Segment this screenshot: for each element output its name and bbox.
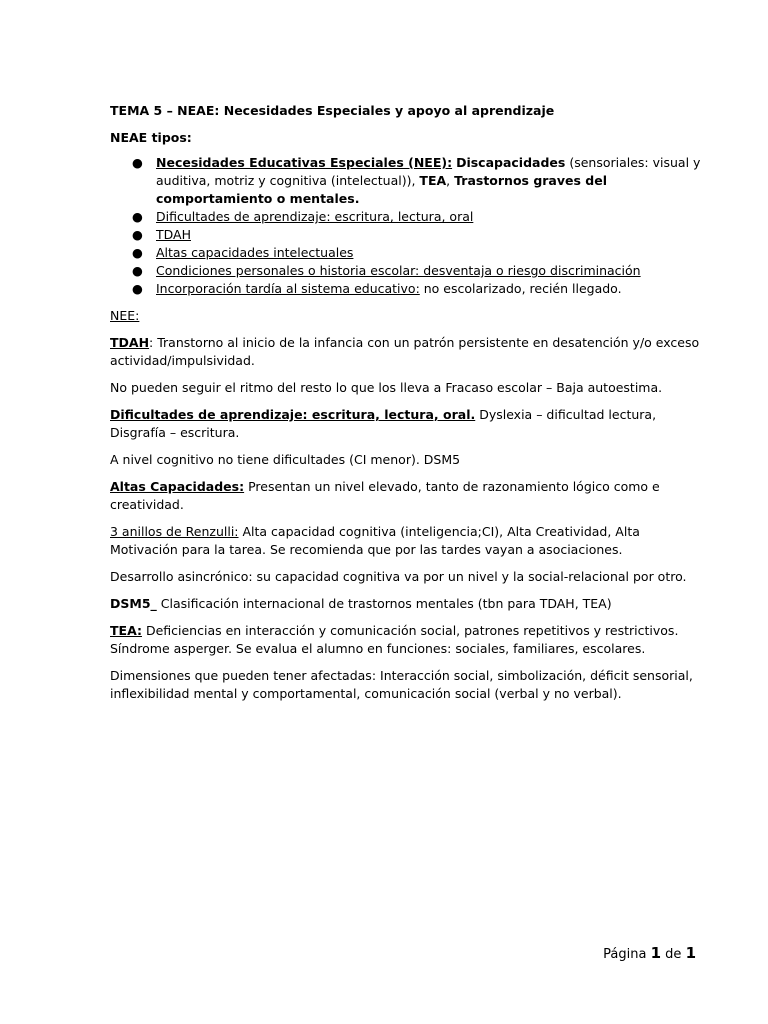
- document-body: [110, 102, 710, 712]
- footer-current-page: 1: [650, 944, 662, 962]
- neae-types-list: [110, 154, 710, 298]
- renzulli-paragraph: [110, 523, 710, 559]
- dificultades-text: Dyslexia – dificultad lectura, Disgrafía – escritura.: [110, 407, 657, 440]
- page-number-footer: [603, 944, 696, 964]
- altas-text: Presentan un nivel elevado, tanto de razonamiento lógico como e creatividad.: [110, 479, 660, 512]
- tdah-label: TDAH: [110, 335, 150, 350]
- list-item-bold: Trastornos graves del comportamiento o mentales.: [156, 173, 607, 206]
- asincronico-paragraph: Desarrollo asincrónico: su capacidad cognitiva va por un nivel y la social-relacional por otro.: [110, 569, 687, 584]
- list-item: [110, 226, 710, 244]
- renzulli-label: 3 anillos de Renzulli:: [110, 524, 239, 539]
- bullet-icon: ●: [132, 227, 143, 242]
- list-item-text: no escolarizado, recién llegado.: [419, 281, 622, 296]
- document-title: TEMA 5 – NEAE: Necesidades Especiales y apoyo al aprendizaje: [110, 103, 555, 118]
- list-item-label: Altas capacidades intelectuales: [156, 245, 354, 260]
- list-item-label: Condiciones personales o historia escolar: desventaja o riesgo discriminación: [156, 263, 641, 278]
- ritmo-paragraph: No pueden seguir el ritmo del resto lo que los lleva a Fracaso escolar – Baja autoestima.: [110, 380, 663, 395]
- bullet-icon: ●: [132, 155, 143, 170]
- nee-heading: [110, 307, 710, 325]
- bullet-icon: ●: [132, 281, 143, 296]
- dsm5-paragraph: [110, 595, 710, 613]
- list-item: [110, 154, 710, 208]
- bullet-icon: ●: [132, 245, 143, 260]
- footer-pagina: Página: [603, 947, 651, 962]
- list-item-bold: Discapacidades: [456, 155, 566, 170]
- tdah-paragraph: [110, 334, 710, 370]
- footer-total-pages: 1: [685, 944, 696, 962]
- tea-paragraph: [110, 622, 710, 658]
- list-item-label: Dificultades de aprendizaje: escritura, lectura, oral: [156, 209, 474, 224]
- renzulli-text: Alta capacidad cognitiva (inteligencia;CI), Alta Creatividad, Alta Motivación para la tarea. Se recomienda que por las tardes vayan a asociaciones.: [110, 524, 640, 557]
- list-item: [110, 244, 710, 262]
- bullet-icon: ●: [132, 209, 143, 224]
- dsm5-label: DSM5_: [110, 596, 157, 611]
- list-item-label: Necesidades Educativas Especiales (NEE):: [156, 155, 453, 170]
- cognitivo-paragraph: A nivel cognitivo no tiene dificultades (CI menor). DSM5: [110, 452, 461, 467]
- dimensiones-paragraph: Dimensiones que pueden tener afectadas: Interacción social, simbolización, déficit sensorial, inflexibilidad mental y comportamental, comunicación social (verbal y no verbal).: [110, 668, 693, 701]
- tdah-text: : Transtorno al inicio de la infancia con un patrón persistente en desatención y/o exceso actividad/impulsividad.: [110, 335, 700, 368]
- nee-heading-label: NEE:: [110, 308, 140, 323]
- tea-label: TEA:: [110, 623, 142, 638]
- dificultades-label: Dificultades de aprendizaje: escritura, lectura, oral.: [110, 407, 476, 422]
- list-item-label: Incorporación tardía al sistema educativo:: [156, 281, 420, 296]
- bullet-icon: ●: [132, 263, 143, 278]
- list-item-text: ,: [446, 173, 455, 188]
- altas-label: Altas Capacidades:: [110, 479, 245, 494]
- footer-de: de: [661, 947, 686, 962]
- list-item: [110, 208, 710, 226]
- dsm5-text: Clasificación internacional de trastornos mentales (tbn para TDAH, TEA): [156, 596, 612, 611]
- list-item: [110, 280, 710, 298]
- list-item-label: TDAH: [156, 227, 191, 242]
- list-item-text: (sensoriales: visual y auditiva, motriz y cognitiva (intelectual)),: [156, 155, 701, 188]
- altas-paragraph: [110, 478, 710, 514]
- neae-tipos-heading: NEAE tipos:: [110, 130, 192, 145]
- dificultades-paragraph: [110, 406, 710, 442]
- list-item: [110, 262, 710, 280]
- tea-text: Deficiencias en interacción y comunicación social, patrones repetitivos y restrictivos. Síndrome asperger. Se evalua el alumno en funciones: sociales, familiares, escolares.: [110, 623, 679, 656]
- list-item-bold: TEA: [419, 173, 447, 188]
